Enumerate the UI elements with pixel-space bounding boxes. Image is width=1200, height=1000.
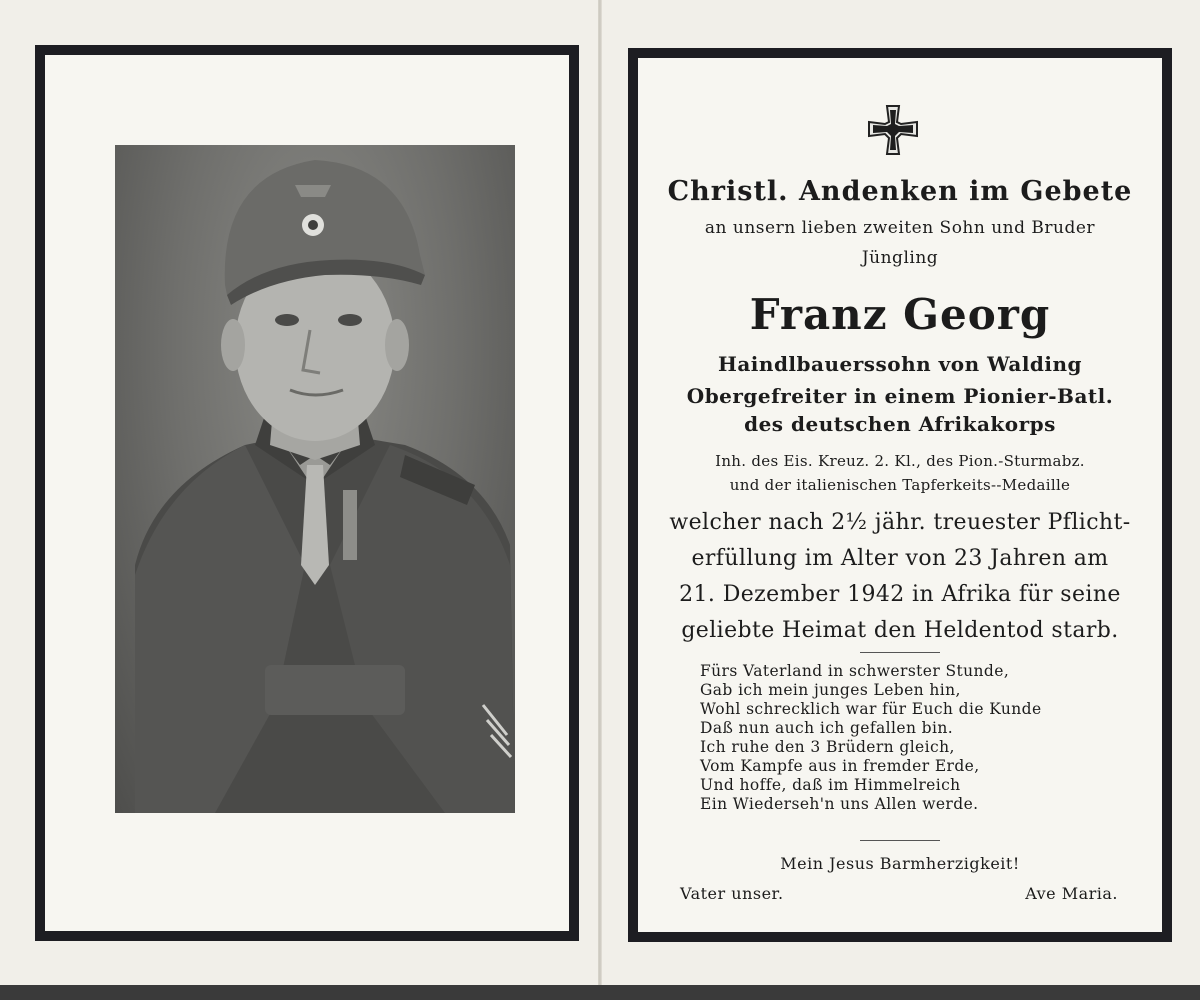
verse-line: Ein Wiederseh'n uns Allen werde. [700,795,979,813]
iron-cross-icon [867,104,919,156]
text-panel [628,48,1172,942]
main-text-line: geliebte Heimat den Heldentod starb. [681,618,1119,643]
rank-line-1: Obergefreiter in einem Pionier-Batl. [686,384,1114,408]
main-text-line: 21. Dezember 1942 in Afrika für seine [679,582,1121,607]
title-word: Jüngling [861,248,939,268]
verse-line: Und hoffe, daß im Himmelreich [700,776,961,794]
main-text-line: erfüllung im Alter von 23 Jahren am [691,546,1109,571]
verse [700,662,1120,814]
card-fold [598,0,602,985]
footer-right: Ave Maria. [1025,884,1118,903]
decorations-line-1: Inh. des Eis. Kreuz. 2. Kl., des Pion.-Sturmabz. [715,452,1085,470]
verse-line: Daß nun auch ich gefallen bin. [700,719,954,737]
footer-left: Vater unser. [680,884,784,903]
verse-line: Wohl schrecklich war für Euch die Kunde [700,700,1042,718]
rank-line-2: des deutschen Afrikakorps [744,412,1056,436]
main-text-line: welcher nach 2½ jähr. treuester Pflicht- [669,510,1131,535]
deceased-name: Franz Georg [749,290,1051,339]
prayer-line: Mein Jesus Barmherzigkeit! [780,854,1020,873]
verse-line: Fürs Vaterland in schwerster Stunde, [700,662,1010,680]
origin-line: Haindlbauerssohn von Walding [717,352,1083,376]
divider [860,840,940,841]
photo-panel [35,45,579,941]
verse-line: Gab ich mein junges Leben hin, [700,681,961,699]
verse-line: Vom Kampfe aus in fremder Erde, [700,757,980,775]
card-text [638,58,1162,932]
verse-line: Ich ruhe den 3 Brüdern gleich, [700,738,955,756]
decorations-line-2: und der italienischen Tapferkeits--Medaille [729,476,1071,494]
portrait-photo [115,145,515,813]
dedication-line: an unsern lieben zweiten Sohn und Bruder [704,218,1096,238]
card-heading: Christl. Andenken im Gebete [667,176,1133,207]
divider [860,652,940,653]
soldier-portrait [115,145,515,813]
